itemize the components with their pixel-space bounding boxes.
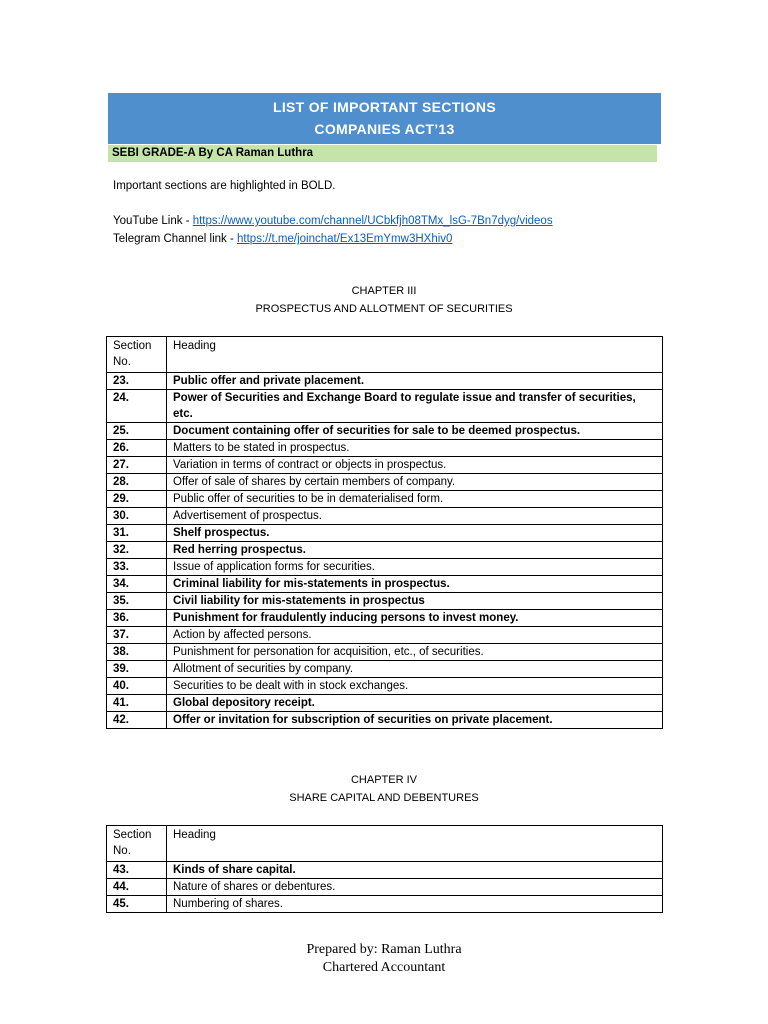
section-number: 29. xyxy=(107,491,167,508)
section-heading: Global depository receipt. xyxy=(167,695,663,712)
section-number: 40. xyxy=(107,678,167,695)
chapter3-title: CHAPTER III xyxy=(351,285,417,297)
chapter4-table xyxy=(106,825,663,913)
section-heading: Criminal liability for mis-statements in prospectus. xyxy=(167,576,663,593)
table-row xyxy=(107,491,663,508)
section-number: 24. xyxy=(107,390,167,423)
youtube-link[interactable]: https://www.youtube.com/channel/UCbkfjh08TMx_lsG-7Bn7dyg/videos xyxy=(192,215,553,227)
section-heading: Numbering of shares. xyxy=(167,896,663,913)
table-row xyxy=(107,440,663,457)
section-number: 25. xyxy=(107,423,167,440)
section-number: 42. xyxy=(107,712,167,729)
table-row xyxy=(107,896,663,913)
bold-note: Important sections are highlighted in BOLD. xyxy=(113,180,336,192)
document-subtitle: COMPANIES ACT’13 xyxy=(314,121,455,137)
section-heading: Variation in terms of contract or objects in prospectus. xyxy=(167,457,663,474)
section-heading: Public offer and private placement. xyxy=(167,373,663,390)
section-heading: Punishment for fraudulently inducing persons to invest money. xyxy=(167,610,663,627)
section-number: 37. xyxy=(107,627,167,644)
table-row xyxy=(107,525,663,542)
table-row xyxy=(107,678,663,695)
section-heading: Allotment of securities by company. xyxy=(167,661,663,678)
table-row xyxy=(107,593,663,610)
table-row xyxy=(107,644,663,661)
section-no-header: Section No. xyxy=(107,826,167,862)
title-banner xyxy=(108,93,661,144)
section-number: 36. xyxy=(107,610,167,627)
document-title: LIST OF IMPORTANT SECTIONS xyxy=(273,99,496,115)
table-header-row xyxy=(107,826,663,862)
telegram-label: Telegram Channel link - xyxy=(113,233,238,245)
section-number: 44. xyxy=(107,879,167,896)
table-row xyxy=(107,373,663,390)
section-heading: Kinds of share capital. xyxy=(167,862,663,879)
footer-prepared-by: Prepared by: Raman Luthra xyxy=(306,942,462,957)
table-row xyxy=(107,390,663,423)
section-number: 34. xyxy=(107,576,167,593)
table-row xyxy=(107,559,663,576)
telegram-line xyxy=(113,233,452,245)
section-number: 32. xyxy=(107,542,167,559)
section-number: 26. xyxy=(107,440,167,457)
heading-header: Heading xyxy=(167,337,663,373)
table-row xyxy=(107,862,663,879)
section-heading: Securities to be dealt with in stock exchanges. xyxy=(167,678,663,695)
table-row xyxy=(107,423,663,440)
table-row xyxy=(107,508,663,525)
footer-designation: Chartered Accountant xyxy=(322,960,446,975)
section-heading: Matters to be stated in prospectus. xyxy=(167,440,663,457)
heading-header: Heading xyxy=(167,826,663,862)
section-number: 31. xyxy=(107,525,167,542)
section-heading: Advertisement of prospectus. xyxy=(167,508,663,525)
section-number: 45. xyxy=(107,896,167,913)
section-heading: Punishment for personation for acquisition, etc., of securities. xyxy=(167,644,663,661)
section-number: 38. xyxy=(107,644,167,661)
table-row xyxy=(107,879,663,896)
section-heading: Offer of sale of shares by certain members of company. xyxy=(167,474,663,491)
table-header-row xyxy=(107,337,663,373)
section-heading: Offer or invitation for subscription of securities on private placement. xyxy=(167,712,663,729)
section-number: 23. xyxy=(107,373,167,390)
section-heading: Nature of shares or debentures. xyxy=(167,879,663,896)
section-number: 30. xyxy=(107,508,167,525)
section-heading: Document containing offer of securities for sale to be deemed prospectus. xyxy=(167,423,663,440)
youtube-line xyxy=(113,215,553,227)
section-number: 35. xyxy=(107,593,167,610)
section-number: 41. xyxy=(107,695,167,712)
table-row xyxy=(107,474,663,491)
telegram-link[interactable]: https://t.me/joinchat/Ex13EmYmw3HXhiv0 xyxy=(237,233,453,245)
table-row xyxy=(107,627,663,644)
section-heading: Action by affected persons. xyxy=(167,627,663,644)
table-row xyxy=(107,542,663,559)
section-heading: Issue of application forms for securities. xyxy=(167,559,663,576)
section-heading: Power of Securities and Exchange Board to regulate issue and transfer of securities, etc. xyxy=(167,390,663,423)
chapter4-subtitle: SHARE CAPITAL AND DEBENTURES xyxy=(289,792,479,804)
section-heading: Red herring prospectus. xyxy=(167,542,663,559)
table-row xyxy=(107,610,663,627)
youtube-label: YouTube Link - xyxy=(113,215,193,227)
chapter3-table xyxy=(106,336,663,729)
table-row xyxy=(107,661,663,678)
section-number: 28. xyxy=(107,474,167,491)
section-heading: Civil liability for mis-statements in prospectus xyxy=(167,593,663,610)
section-number: 27. xyxy=(107,457,167,474)
chapter3-subtitle: PROSPECTUS AND ALLOTMENT OF SECURITIES xyxy=(255,303,513,315)
chapter4-title: CHAPTER IV xyxy=(350,774,417,786)
table-row xyxy=(107,695,663,712)
section-heading: Public offer of securities to be in dematerialised form. xyxy=(167,491,663,508)
section-number: 33. xyxy=(107,559,167,576)
section-number: 43. xyxy=(107,862,167,879)
section-number: 39. xyxy=(107,661,167,678)
author-bar: SEBI GRADE-A By CA Raman Luthra xyxy=(108,145,657,162)
section-no-header: Section No. xyxy=(107,337,167,373)
section-heading: Shelf prospectus. xyxy=(167,525,663,542)
table-row xyxy=(107,712,663,729)
table-row xyxy=(107,576,663,593)
table-row xyxy=(107,457,663,474)
